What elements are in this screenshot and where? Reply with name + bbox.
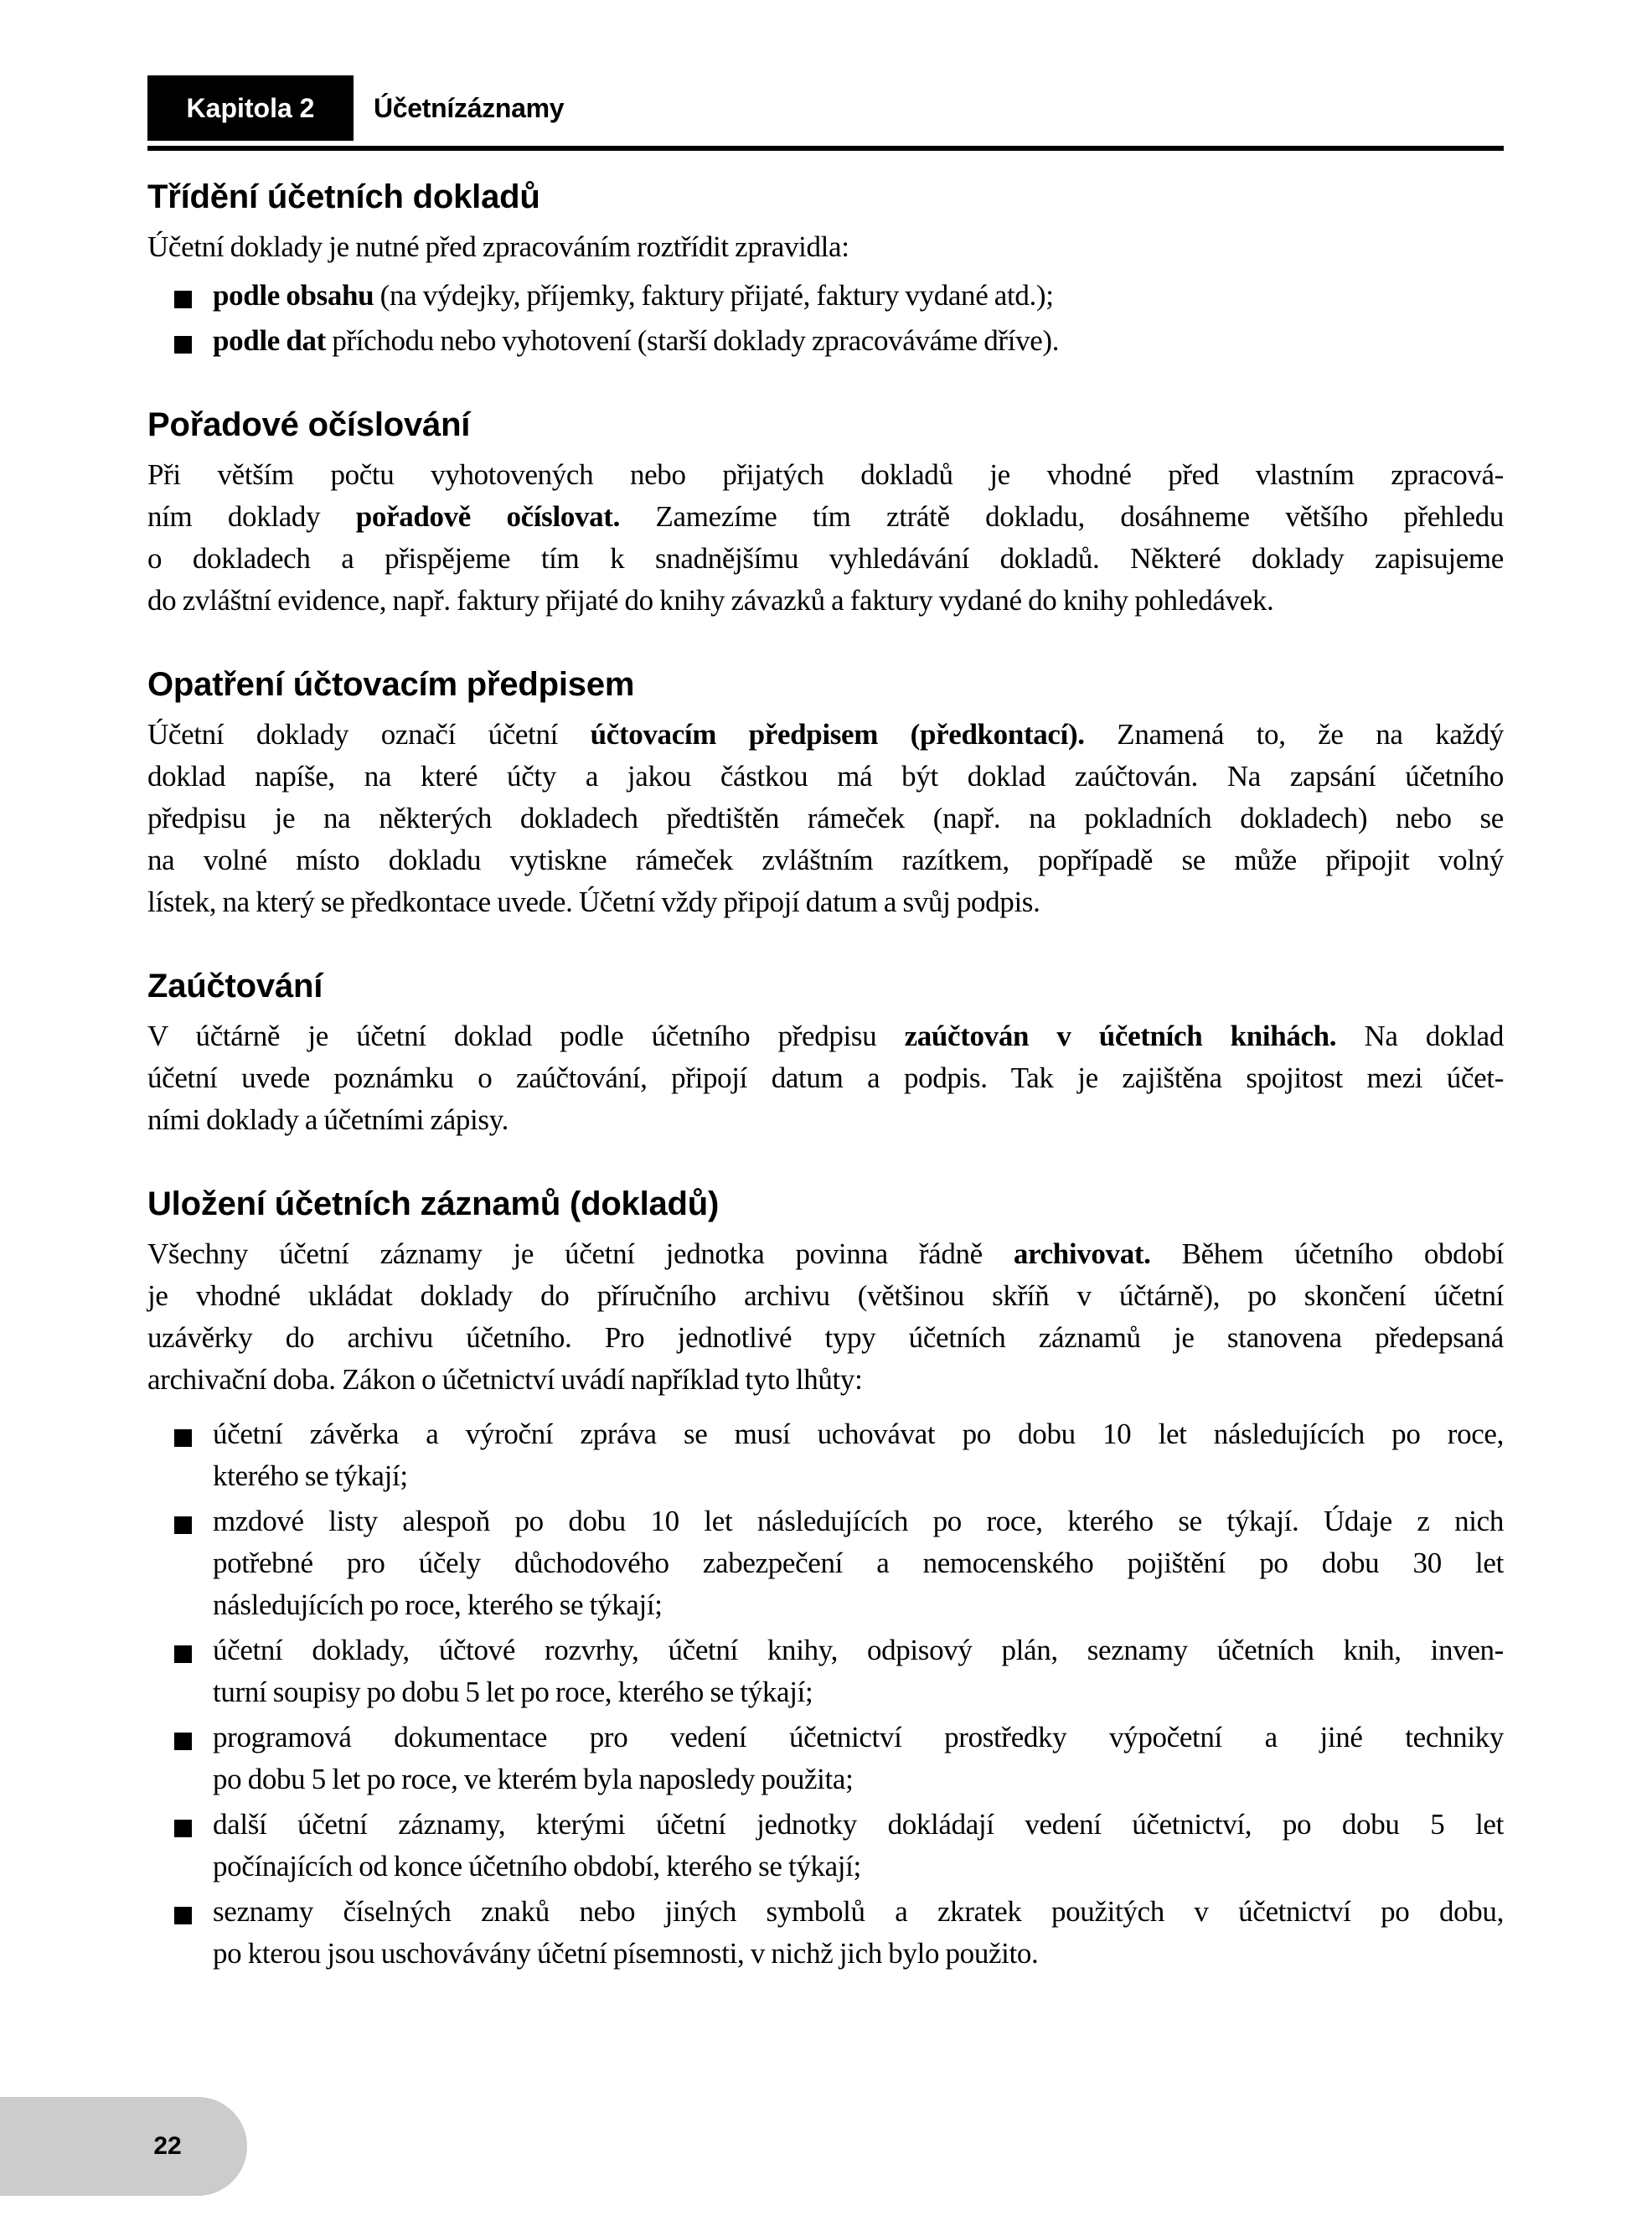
text-line: [213, 1759, 1504, 1800]
text-line: [213, 1671, 1504, 1713]
text-run: mzdové listy alespoň po dobu 10 let následujících po roce, kterého se týkají. Údaje z nich: [213, 1505, 1504, 1537]
text-run: je vhodné ukládat doklady do příručního archivu (většinou skříň v účtárně), po skončení účetní: [147, 1279, 1504, 1312]
body-paragraph: [147, 1015, 1504, 1141]
text-run: programová dokumentace pro vedení účetnictví prostředky výpočetní a jiné techniky: [213, 1721, 1504, 1753]
section-heading: Zaúčtování: [147, 968, 323, 1005]
text-line: [213, 1933, 1504, 1975]
list-item: [147, 275, 1504, 317]
text-run: Účetní doklady je nutné před zpracováním roztřídit zpravidla:: [147, 230, 849, 263]
text-line: [213, 1846, 1504, 1888]
text-line: [147, 1015, 1504, 1057]
text-line: [213, 1891, 1504, 1933]
text-run: předpisu je na některých dokladech předtištěn rámeček (např. na pokladních dokladech) nebo se: [147, 802, 1504, 834]
text-run: Během účetního období: [1150, 1237, 1504, 1270]
text-run: seznamy číselných znaků nebo jiných symbolů a zkratek použitých v účetnictví po dobu,: [213, 1895, 1504, 1928]
list-item: [147, 1804, 1504, 1888]
text-run: Na doklad: [1336, 1020, 1504, 1052]
body-paragraph: [147, 714, 1504, 923]
bullet-list: [147, 1413, 1504, 1975]
section-2: [147, 404, 1504, 622]
page-number: 22: [153, 2132, 182, 2160]
text-run: účetní uvede poznámku o zaúčtování, připojí datum a podpis. Tak je zajištěna spojitost mezi účet-: [147, 1061, 1504, 1094]
text-line: [213, 1717, 1504, 1759]
text-run: Zamezíme tím ztrátě dokladu, dosáhneme většího přehledu: [619, 500, 1505, 533]
text-line: [147, 538, 1504, 580]
section-5: [147, 1183, 1504, 1975]
text-run: po dobu 5 let po roce, ve kterém byla naposledy použita;: [213, 1763, 854, 1795]
square-bullet-icon: [174, 1907, 192, 1924]
text-run: uzávěrky do archivu účetního. Pro jednotlivé typy účetních záznamů je stanovena předepsaná: [147, 1321, 1504, 1354]
text-line: [147, 839, 1504, 881]
square-bullet-icon: [174, 336, 192, 354]
bold-term: zaúčtován v účetních knihách.: [904, 1020, 1337, 1052]
text-run: Znamená to, že na každý: [1084, 718, 1504, 751]
text-line: [147, 714, 1504, 756]
text-line: [213, 1500, 1504, 1542]
text-run: ními doklady a účetními zápisy.: [147, 1103, 509, 1136]
text-line: [213, 1629, 1504, 1671]
section-heading: Třídění účetních dokladů: [147, 178, 540, 215]
text-run: lístek, na který se předkontace uvede. Účetní vždy připojí datum a svůj podpis.: [147, 886, 1040, 918]
bullet-list: [147, 275, 1504, 362]
section-3: [147, 664, 1504, 923]
text-line: [213, 1542, 1504, 1584]
chapter-label: Kapitola 2: [147, 75, 354, 141]
text-run: příchodu nebo vyhotovení (starší doklady zpracováváme dříve).: [325, 324, 1060, 357]
chapter-title: Účetnízáznamy: [374, 93, 565, 123]
text-run: V účtárně je účetní doklad podle účetního předpisu: [147, 1020, 905, 1052]
text-line: [213, 275, 1504, 317]
text-line: [147, 1275, 1504, 1317]
text-run: další účetní záznamy, kterými účetní jednotky dokládají vedení účetnictví, po dobu 5 let: [213, 1808, 1504, 1841]
text-line: [213, 1455, 1504, 1497]
text-line: [147, 226, 1504, 268]
text-line: [213, 1804, 1504, 1846]
bold-term: podle dat: [213, 324, 326, 357]
section-heading: Opatření účtovacím předpisem: [147, 666, 635, 703]
text-line: [147, 454, 1504, 496]
text-line: [147, 1099, 1504, 1141]
text-run: Účetní doklady označí účetní: [147, 718, 591, 751]
list-item: [147, 1717, 1504, 1800]
bold-term: archivovat.: [1013, 1237, 1151, 1270]
text-run: účetní doklady, účtové rozvrhy, účetní knihy, odpisový plán, seznamy účetních knih, inven-: [213, 1634, 1504, 1666]
text-run: počínajících od konce účetního období, kterého se týkají;: [213, 1850, 861, 1883]
text-line: [213, 1413, 1504, 1455]
text-run: Všechny účetní záznamy je účetní jednotka povinna řádně: [147, 1237, 1014, 1270]
text-run: doklad napíše, na které účty a jakou částkou má být doklad zaúčtován. Na zapsání účetního: [147, 760, 1504, 793]
section-heading: Uložení účetních záznamů (dokladů): [147, 1185, 720, 1222]
text-run: turní soupisy po dobu 5 let po roce, kterého se týkají;: [213, 1676, 813, 1708]
text-line: [213, 320, 1504, 362]
bold-term: podle obsahu: [213, 279, 374, 312]
text-line: [147, 798, 1504, 839]
header-rule-divider: [147, 146, 1504, 151]
text-line: [147, 756, 1504, 798]
list-item: [147, 1629, 1504, 1713]
text-line: [147, 580, 1504, 622]
body-paragraph: [147, 454, 1504, 622]
page-content: [147, 176, 1504, 1975]
list-item: [147, 1413, 1504, 1497]
text-run: Při větším počtu vyhotovených nebo přijatých dokladů je vhodné před vlastním zpracová-: [147, 458, 1504, 491]
square-bullet-icon: [174, 1429, 192, 1447]
text-run: ním doklady: [147, 500, 356, 533]
text-line: [147, 1233, 1504, 1275]
square-bullet-icon: [174, 1820, 192, 1837]
section-4: [147, 965, 1504, 1141]
running-head: [147, 75, 1504, 151]
text-run: po kterou jsou uschovávány účetní písemnosti, v nichž jich bylo použito.: [213, 1937, 1039, 1970]
text-line: [147, 1057, 1504, 1099]
bold-term: účtovacím předpisem (předkontací).: [590, 718, 1085, 751]
text-run: kterého se týkají;: [213, 1459, 408, 1492]
bold-term: pořadově očíslovat.: [355, 500, 620, 533]
text-run: (na výdejky, příjemky, faktury přijaté, faktury vydané atd.);: [374, 279, 1054, 312]
text-line: [147, 1317, 1504, 1359]
list-item: [147, 320, 1504, 362]
text-run: potřebné pro účely důchodového zabezpečení a nemocenského pojištění po dobu 30 let: [213, 1547, 1504, 1579]
square-bullet-icon: [174, 1645, 192, 1663]
page-number-tab: [0, 2097, 247, 2196]
text-run: archivační doba. Zákon o účetnictví uvádí například tyto lhůty:: [147, 1363, 863, 1396]
text-line: [147, 1359, 1504, 1401]
text-run: na volné místo dokladu vytiskne rámeček zvláštním razítkem, popřípadě se může připojit volný: [147, 844, 1504, 876]
text-line: [213, 1584, 1504, 1626]
square-bullet-icon: [174, 1516, 192, 1534]
square-bullet-icon: [174, 1733, 192, 1750]
text-run: o dokladech a přispějeme tím k snadnějšímu vyhledávání dokladů. Některé doklady zapisujeme: [147, 542, 1504, 575]
text-line: [147, 496, 1504, 538]
text-run: do zvláštní evidence, např. faktury přijaté do knihy závazků a faktury vydané do knihy pohledávek.: [147, 584, 1274, 617]
list-item: [147, 1891, 1504, 1975]
square-bullet-icon: [174, 291, 192, 308]
body-paragraph: [147, 1233, 1504, 1401]
body-paragraph: [147, 226, 1504, 268]
section-1: [147, 176, 1504, 362]
text-line: [147, 881, 1504, 923]
list-item: [147, 1500, 1504, 1626]
section-heading: Pořadové očíslování: [147, 406, 471, 443]
text-run: následujících po roce, kterého se týkají;: [213, 1588, 663, 1621]
text-run: účetní závěrka a výroční zpráva se musí uchovávat po dobu 10 let následujících po roce,: [213, 1418, 1504, 1450]
